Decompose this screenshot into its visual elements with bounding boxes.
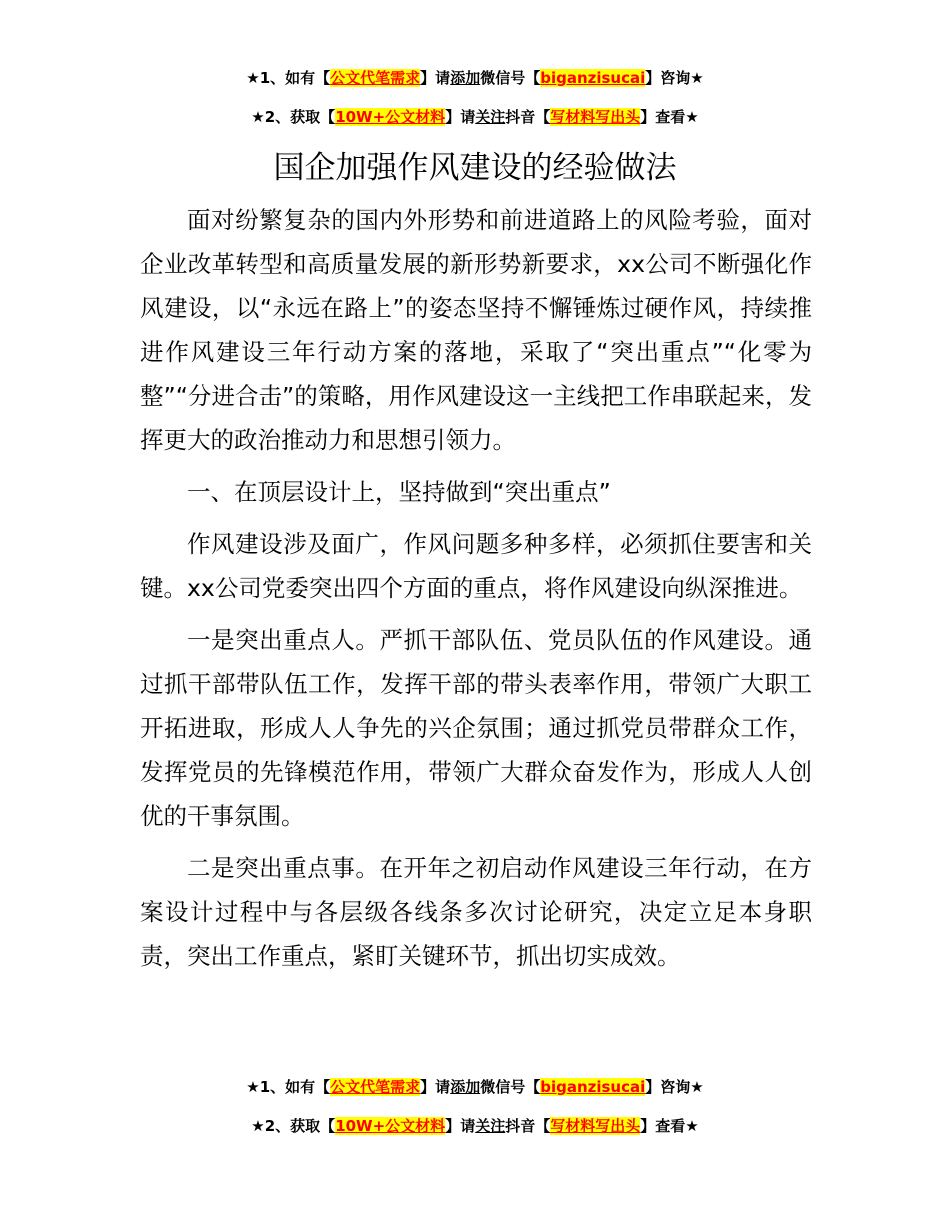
notice-highlight: 写材料写出头 (550, 1117, 641, 1135)
notice-text: 抖音【 (505, 108, 551, 126)
notice-text: 微信号【 (480, 69, 541, 87)
notice-text: 】查看★ (640, 1117, 699, 1135)
notice-text: 微信号【 (480, 1078, 541, 1096)
notice-highlight: 10W+公文材料 (335, 108, 446, 126)
notice-text: ★2、获取【 (251, 108, 336, 126)
notice-underline: 添加 (450, 69, 481, 87)
notice-highlight: 10W+公文材料 (335, 1117, 446, 1135)
header-notice-line-1 (0, 68, 950, 88)
header-notice-line-2 (0, 107, 950, 127)
notice-text: 】咨询★ (645, 69, 704, 87)
notice-underline: 添加 (450, 1078, 481, 1096)
document-title: 国企加强作风建设的经验做法 (273, 150, 677, 186)
notice-highlight: biganzisucai (540, 69, 646, 87)
paragraph: 作风建设涉及面广，作风问题多种多样，必须抓住要害和关键。xx公司党委突出四个方面的重点，将作风建设向纵深推进。 (140, 530, 812, 602)
section-heading: 一、在顶层设计上，坚持做到“突出重点” (187, 478, 611, 506)
notice-text: 】咨询★ (645, 1078, 704, 1096)
notice-text: 】请 (420, 1078, 451, 1096)
paragraph: 一是突出重点人。严抓干部队伍、党员队伍的作风建设。通过抓干部带队伍工作，发挥干部的带头表率作用，带领广大职工开拓进取，形成人人争先的兴企氛围；通过抓党员带群众工作，发挥党员的先锋模范作用，带领广大群众奋发作为，形成人人创优的干事氛围。 (140, 626, 812, 830)
notice-text: ★2、获取【 (251, 1117, 336, 1135)
notice-underline: 关注 (475, 1117, 506, 1135)
document-body (140, 198, 812, 986)
notice-highlight: 公文代笔需求 (330, 1078, 421, 1096)
paragraph: 二是突出重点事。在开年之初启动作风建设三年行动，在方案设计过程中与各层级各线条多次讨论研究，决定立足本身职责，突出工作重点，紧盯关键环节，抓出切实成效。 (140, 854, 812, 970)
paragraph: 面对纷繁复杂的国内外形势和前进道路上的风险考验，面对企业改革转型和高质量发展的新形势新要求，xx公司不断强化作风建设，以“永远在路上”的姿态坚持不懈锤炼过硬作风，持续推进作风建设三年行动方案的落地，采取了“突出重点”“化零为整”“分进合击”的策略，用作风建设这一主线把工作串联起来，发挥更大的政治推动力和思想引领力。 (140, 206, 812, 454)
notice-text: ★1、如有【 (246, 1078, 331, 1096)
notice-text: ★1、如有【 (246, 69, 331, 87)
notice-highlight: biganzisucai (540, 1078, 646, 1096)
notice-highlight: 写材料写出头 (550, 108, 641, 126)
notice-highlight: 公文代笔需求 (330, 69, 421, 87)
notice-text: 】请 (445, 1117, 476, 1135)
notice-underline: 关注 (475, 108, 506, 126)
footer-notice-line-1 (0, 1077, 950, 1097)
notice-text: 】请 (445, 108, 476, 126)
notice-text: 】请 (420, 69, 451, 87)
notice-text: 抖音【 (505, 1117, 551, 1135)
footer-notice-line-2 (0, 1116, 950, 1136)
notice-text: 】查看★ (640, 108, 699, 126)
